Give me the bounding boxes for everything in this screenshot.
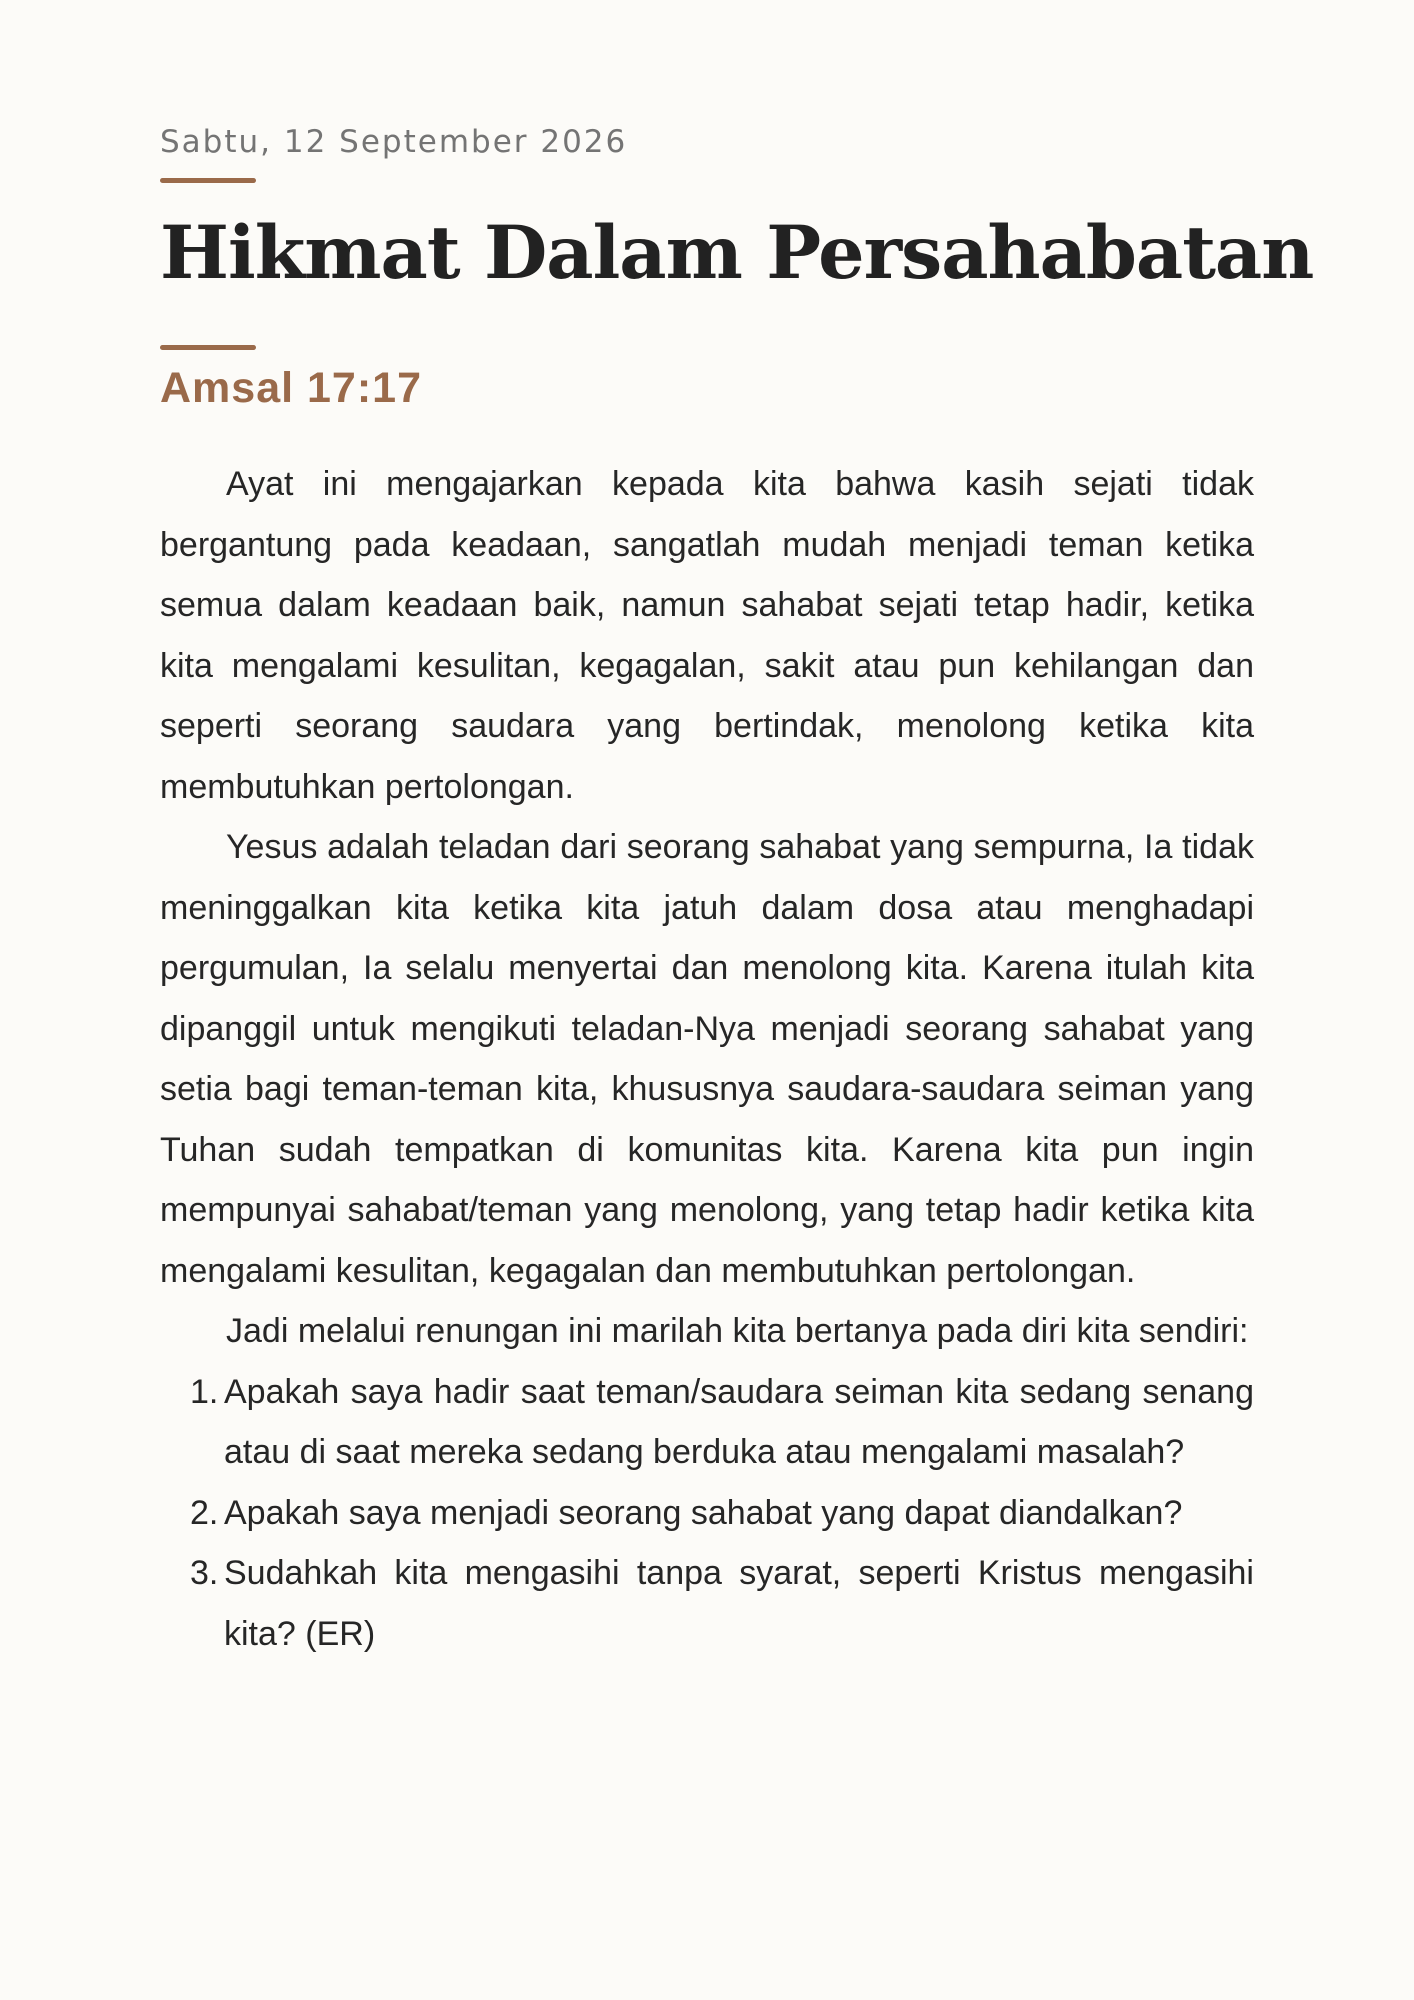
list-item — [190, 1483, 1254, 1544]
list-item — [190, 1362, 1254, 1483]
page-title: Hikmat Dalam Persahabatan — [160, 210, 1314, 296]
list-number: 2. — [190, 1493, 219, 1532]
list-number: 1. — [190, 1372, 219, 1411]
list-item-text: Apakah saya hadir saat teman/saudara seiman kita sedang senang atau di saat mereka sedang berduka atau mengalami masalah? — [224, 1372, 1254, 1471]
accent-divider-top — [160, 178, 256, 183]
list-item-text: Sudahkah kita mengasihi tanpa syarat, seperti Kristus mengasihi kita? (ER) — [224, 1554, 1254, 1653]
paragraph: Jadi melalui renungan ini marilah kita bertanya pada diri kita sendiri: — [226, 1312, 1249, 1350]
verse-reference: Amsal 17:17 — [160, 364, 422, 412]
date-label: Sabtu, 12 September 2026 — [160, 124, 628, 160]
paragraph: Ayat ini mengajarkan kepada kita bahwa kasih sejati tidak bergantung pada keadaan, sangatlah mudah menjadi teman ketika semua dalam keadaan baik, namun sahabat sejati tetap hadir, ketika kita mengalami kesulitan, kegagalan, sakit atau pun kehilangan dan seperti seorang saudara yang bertindak, menolong ketika kita membutuhkan pertolongan. — [160, 465, 1254, 806]
devotional-body — [160, 454, 1254, 1664]
accent-divider-verse — [160, 345, 256, 350]
list-item-text: Apakah saya menjadi seorang sahabat yang dapat diandalkan? — [224, 1493, 1183, 1532]
paragraph: Yesus adalah teladan dari seorang sahabat yang sempurna, Ia tidak meninggalkan kita ketika kita jatuh dalam dosa atau menghadapi pergumulan, Ia selalu menyertai dan menolong kita. Karena itulah kita dipanggil untuk mengikuti teladan-Nya menjadi seorang sahabat yang setia bagi teman-teman kita, khususnya saudara-saudara seiman yang Tuhan sudah tempatkan di komunitas kita. Karena kita pun ingin mempunyai sahabat/teman yang menolong, yang tetap hadir ketika kita mengalami kesulitan, kegagalan dan membutuhkan pertolongan. — [160, 828, 1254, 1290]
reflection-questions-list — [160, 1362, 1254, 1665]
list-number: 3. — [190, 1554, 219, 1592]
list-item — [190, 1543, 1254, 1664]
